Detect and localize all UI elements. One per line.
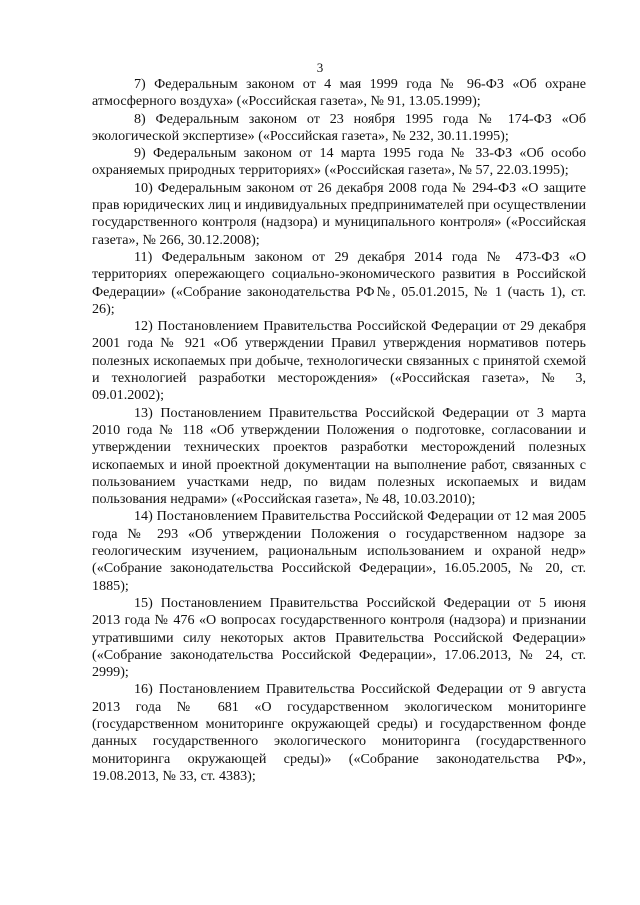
list-item: 11) Федеральным законом от 29 декабря 2014 года № 473-ФЗ «О территориях опережающего социально-экономического развития в Российской Федерации» («Собрание законодательства РФ№, 05.01.2015, № 1 (часть 1), ст. 26); bbox=[92, 248, 586, 317]
list-item: 14) Постановлением Правительства Российской Федерации от 12 мая 2005 года № 293 «Об утверждении Положения о государственном надзоре за геологическим изучением, рациональным использованием и охраной недр» («Собрание законодательства Российской Федерации», 16.05.2005, № 20, ст. 1885); bbox=[92, 508, 586, 594]
page-number: 3 bbox=[316, 60, 324, 75]
list-item: 13) Постановлением Правительства Российской Федерации от 3 марта 2010 года № 118 «Об утверждении Положения о подготовке, согласовании и утверждении технических проектов разработки месторождений полезных ископаемых и иной проектной документации на выполнение работ, связанных с пользованием участками недр, по видам полезных ископаемых и видам пользования недрами» («Российская газета», № 48, 10.03.2010); bbox=[92, 404, 586, 508]
list-item: 10) Федеральным законом от 26 декабря 2008 года № 294-ФЗ «О защите прав юридических лиц и индивидуальных предпринимателей при осуществлении государственного контроля (надзора) и муниципального контроля» («Российская газета», № 266, 30.12.2008); bbox=[92, 179, 586, 248]
document-body bbox=[92, 76, 586, 785]
list-item: 8) Федеральным законом от 23 ноября 1995 года № 174-ФЗ «Об экологической экспертизе» («Российская газета», № 232, 30.11.1995); bbox=[92, 110, 586, 144]
list-item: 12) Постановлением Правительства Российской Федерации от 29 декабря 2001 года № 921 «Об утверждении Правил утверждения нормативов потерь полезных ископаемых при добыче, технологически связанных с принятой схемой и технологией разработки месторождения» («Российская газета», № 3, 09.01.2002); bbox=[92, 318, 586, 404]
list-item: 9) Федеральным законом от 14 марта 1995 года № 33-ФЗ «Об особо охраняемых природных территориях» («Российская газета», № 57, 22.03.1995); bbox=[92, 145, 586, 179]
list-item: 7) Федеральным законом от 4 мая 1999 года № 96-ФЗ «Об охране атмосферного воздуха» («Российская газета», № 91, 13.05.1999); bbox=[92, 76, 586, 110]
list-item: 16) Постановлением Правительства Российской Федерации от 9 августа 2013 года № 681 «О государственном экологическом мониторинге (государственном мониторинге окружающей среды) и государственном фонде данных государственного экологического мониторинга (государственного мониторинга окружающей среды)» («Собрание законодательства РФ», 19.08.2013, № 33, ст. 4383); bbox=[92, 681, 586, 784]
list-item: 15) Постановлением Правительства Российской Федерации от 5 июня 2013 года № 476 «О вопросах государственного контроля (надзора) и признании утратившими силу некоторых актов Правительства Российской Федерации» («Собрание законодательства Российской Федерации», 17.06.2013, № 24, ст. 2999); bbox=[92, 594, 586, 681]
